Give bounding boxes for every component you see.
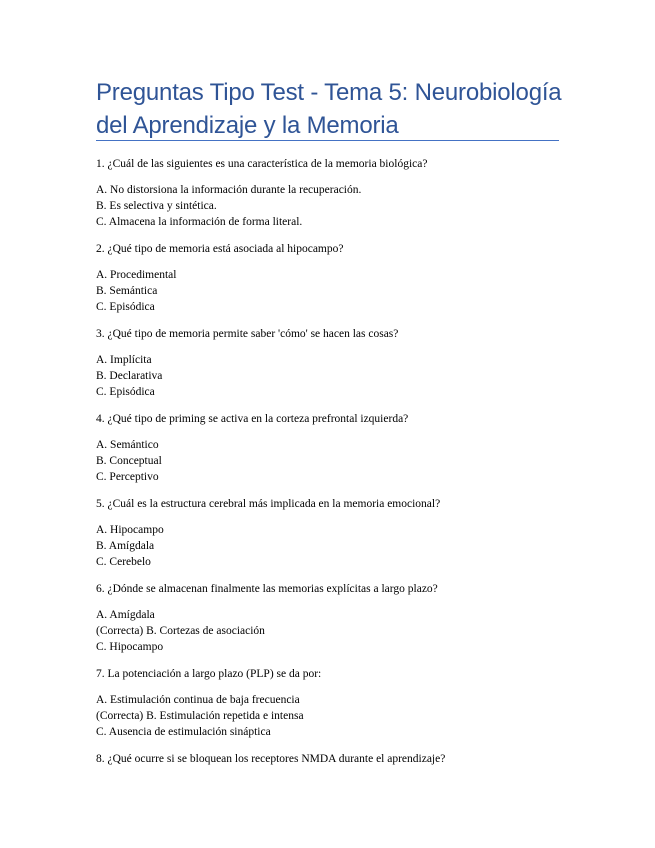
question-list [96, 156, 566, 778]
answer-option: A. Procedimental [96, 269, 177, 281]
question-item [96, 496, 566, 570]
question-text: 7. La potenciación a largo plazo (PLP) se da por: [96, 668, 322, 680]
answer-option: C. Perceptivo [96, 471, 159, 483]
question-item [96, 751, 566, 767]
question-item [96, 581, 566, 655]
answer-option: B. Conceptual [96, 455, 162, 467]
answer-option: B. Declarativa [96, 370, 163, 382]
answer-option: A. Hipocampo [96, 524, 164, 536]
question-text: 8. ¿Qué ocurre si se bloquean los receptores NMDA durante el aprendizaje? [96, 753, 446, 765]
answer-option: (Correcta) B. Estimulación repetida e intensa [96, 710, 304, 722]
question-item [96, 666, 566, 740]
answer-option: A. Amígdala [96, 609, 155, 621]
answer-option: B. Semántica [96, 285, 158, 297]
answer-option: (Correcta) B. Cortezas de asociación [96, 625, 265, 637]
answer-option: A. Estimulación continua de baja frecuencia [96, 694, 300, 706]
answer-option: A. Semántico [96, 439, 159, 451]
question-item [96, 156, 566, 230]
document-title: Preguntas Tipo Test - Tema 5: Neurobiología del Aprendizaje y la Memoria [96, 79, 562, 139]
question-text: 3. ¿Qué tipo de memoria permite saber 'cómo' se hacen las cosas? [96, 328, 399, 340]
question-item [96, 241, 566, 315]
question-text: 1. ¿Cuál de las siguientes es una característica de la memoria biológica? [96, 158, 428, 170]
answer-option: C. Cerebelo [96, 556, 151, 568]
question-item [96, 411, 566, 485]
title-underline [96, 140, 559, 141]
answer-option: A. Implícita [96, 354, 152, 366]
question-item [96, 326, 566, 400]
answer-option: A. No distorsiona la información durante la recuperación. [96, 184, 362, 196]
answer-option: B. Es selectiva y sintética. [96, 200, 217, 212]
question-text: 4. ¿Qué tipo de priming se activa en la corteza prefrontal izquierda? [96, 413, 409, 425]
question-text: 2. ¿Qué tipo de memoria está asociada al hipocampo? [96, 243, 344, 255]
answer-option: B. Amígdala [96, 540, 155, 552]
answer-option: C. Almacena la información de forma literal. [96, 216, 303, 228]
question-text: 6. ¿Dónde se almacenan finalmente las memorias explícitas a largo plazo? [96, 583, 438, 595]
answer-option: C. Hipocampo [96, 641, 164, 653]
answer-option: C. Episódica [96, 386, 155, 398]
answer-option: C. Episódica [96, 301, 155, 313]
answer-option: C. Ausencia de estimulación sináptica [96, 726, 271, 738]
question-text: 5. ¿Cuál es la estructura cerebral más implicada en la memoria emocional? [96, 498, 441, 510]
